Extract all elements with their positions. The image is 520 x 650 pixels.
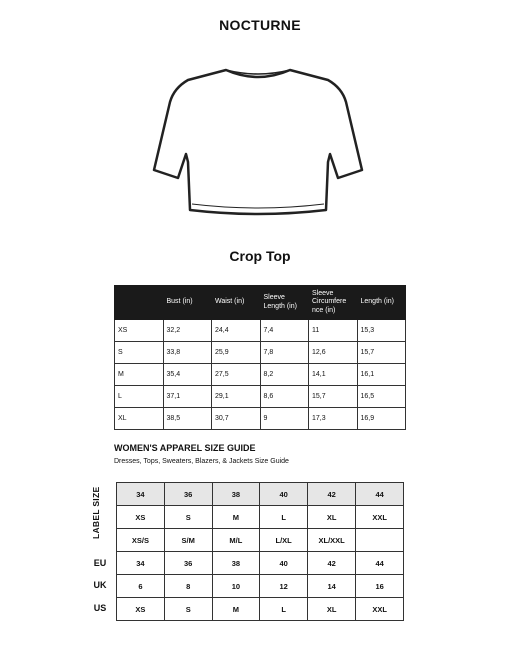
guide-cell: XL/XXL	[308, 529, 356, 552]
value-cell: 37,1	[163, 386, 212, 408]
guide-cell: S	[164, 506, 212, 529]
guide-cell: 14	[308, 575, 356, 598]
guide-cell: 40	[260, 552, 308, 575]
header-cell: Bust (in)	[163, 286, 212, 320]
guide-cell: XS	[117, 598, 165, 621]
guide-cell: 44	[356, 483, 404, 506]
guide-cell: 44	[356, 552, 404, 575]
row-label-uk: UK	[93, 580, 107, 590]
guide-cell: L	[260, 598, 308, 621]
table-row	[117, 483, 404, 506]
guide-cell: L/XL	[260, 529, 308, 552]
guide-cell: 38	[212, 483, 260, 506]
guide-cell: 10	[212, 575, 260, 598]
guide-cell: 34	[117, 552, 165, 575]
size-guide-title: WOMEN'S APPAREL SIZE GUIDE	[114, 443, 256, 453]
value-cell: 16,1	[357, 364, 406, 386]
guide-cell: 38	[212, 552, 260, 575]
label-size-heading: LABEL SIZE	[91, 486, 101, 540]
size-cell: XS	[115, 320, 164, 342]
header-cell	[115, 286, 164, 320]
table-row	[115, 342, 406, 364]
brand-title: NOCTURNE	[219, 17, 301, 33]
value-cell: 11	[309, 320, 358, 342]
guide-cell: 42	[308, 552, 356, 575]
guide-cell: XXL	[356, 598, 404, 621]
guide-cell	[356, 529, 404, 552]
table-row	[117, 598, 404, 621]
guide-cell: 8	[164, 575, 212, 598]
row-label-eu: EU	[93, 558, 107, 568]
table-row	[115, 386, 406, 408]
value-cell: 7,8	[260, 342, 309, 364]
guide-cell: 36	[164, 552, 212, 575]
value-cell: 8,2	[260, 364, 309, 386]
value-cell: 32,2	[163, 320, 212, 342]
guide-cell: M	[212, 598, 260, 621]
size-guide-subtitle: Dresses, Tops, Sweaters, Blazers, & Jackets Size Guide	[114, 458, 289, 465]
table-row	[117, 506, 404, 529]
value-cell: 9	[260, 408, 309, 430]
table-row	[117, 552, 404, 575]
value-cell: 14,1	[309, 364, 358, 386]
guide-cell: XXL	[356, 506, 404, 529]
measurement-table	[114, 285, 406, 430]
measurement-header-row	[115, 286, 406, 320]
value-cell: 16,5	[357, 386, 406, 408]
value-cell: 38,5	[163, 408, 212, 430]
guide-cell: XL	[308, 598, 356, 621]
size-cell: M	[115, 364, 164, 386]
table-row	[115, 320, 406, 342]
header-cell: Sleeve Length (in)	[260, 286, 309, 320]
value-cell: 24,4	[212, 320, 261, 342]
guide-cell: 34	[117, 483, 165, 506]
guide-cell: 12	[260, 575, 308, 598]
value-cell: 12,6	[309, 342, 358, 364]
value-cell: 7,4	[260, 320, 309, 342]
size-cell: L	[115, 386, 164, 408]
table-row	[117, 529, 404, 552]
product-title: Crop Top	[229, 248, 291, 264]
table-row	[117, 575, 404, 598]
guide-cell: 6	[117, 575, 165, 598]
value-cell: 17,3	[309, 408, 358, 430]
table-row	[115, 364, 406, 386]
guide-cell: XS	[117, 506, 165, 529]
guide-cell: XS/S	[117, 529, 165, 552]
value-cell: 27,5	[212, 364, 261, 386]
value-cell: 16,9	[357, 408, 406, 430]
value-cell: 8,6	[260, 386, 309, 408]
header-cell: Length (in)	[357, 286, 406, 320]
value-cell: 15,7	[357, 342, 406, 364]
guide-cell: 40	[260, 483, 308, 506]
crop-top-illustration	[150, 62, 365, 222]
header-cell: Sleeve Circumfere nce (in)	[309, 286, 358, 320]
value-cell: 35,4	[163, 364, 212, 386]
size-cell: XL	[115, 408, 164, 430]
guide-cell: XL	[308, 506, 356, 529]
guide-cell: S/M	[164, 529, 212, 552]
value-cell: 15,7	[309, 386, 358, 408]
guide-cell: S	[164, 598, 212, 621]
value-cell: 15,3	[357, 320, 406, 342]
guide-cell: M	[212, 506, 260, 529]
table-row	[115, 408, 406, 430]
guide-cell: M/L	[212, 529, 260, 552]
guide-cell: 36	[164, 483, 212, 506]
header-cell: Waist (in)	[212, 286, 261, 320]
value-cell: 33,8	[163, 342, 212, 364]
size-guide-table	[116, 482, 404, 621]
value-cell: 25,9	[212, 342, 261, 364]
row-label-us: US	[93, 603, 107, 613]
guide-cell: 16	[356, 575, 404, 598]
value-cell: 29,1	[212, 386, 261, 408]
guide-cell: 42	[308, 483, 356, 506]
value-cell: 30,7	[212, 408, 261, 430]
guide-cell: L	[260, 506, 308, 529]
size-cell: S	[115, 342, 164, 364]
